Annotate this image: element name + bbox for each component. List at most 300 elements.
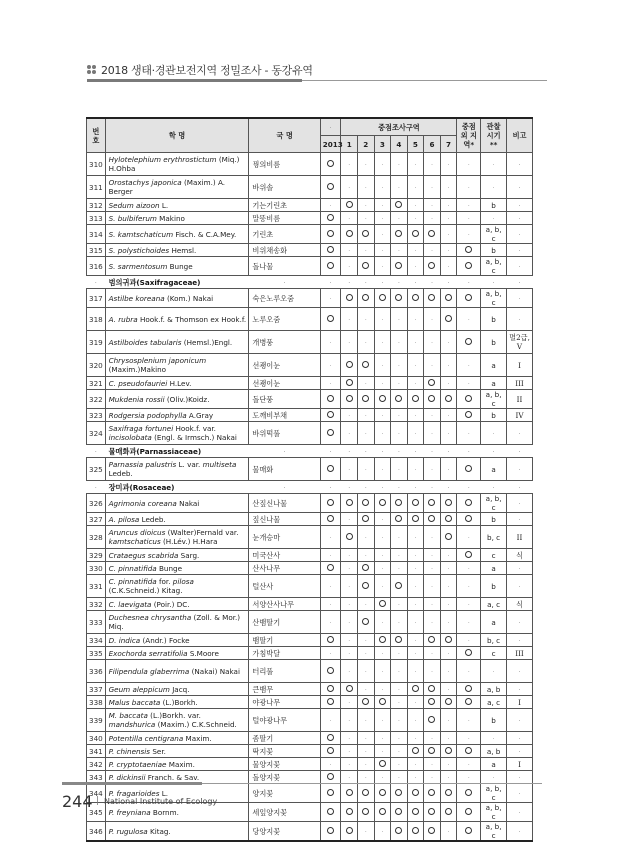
col-zone-3: 3 — [374, 136, 391, 153]
circle-icon — [445, 395, 452, 402]
circle-icon — [428, 716, 435, 723]
circle-icon — [327, 564, 334, 571]
presence-cell — [374, 390, 391, 409]
absence-cell: · — [341, 647, 358, 660]
observation-period: b — [481, 409, 507, 422]
presence-cell — [424, 822, 441, 842]
row-number: 332 — [87, 598, 106, 611]
absence-cell: · — [358, 660, 375, 683]
absence-cell: · — [358, 771, 375, 784]
row-number: 334 — [87, 634, 106, 647]
absence-cell: · — [457, 153, 481, 176]
absence-cell: · — [407, 153, 424, 176]
row-number: 319 — [87, 331, 106, 354]
circle-icon — [346, 533, 353, 540]
observation-period: a, b, c — [481, 784, 507, 803]
absence-cell: · — [424, 549, 441, 562]
absence-cell: · — [374, 709, 391, 732]
absence-cell: · — [407, 331, 424, 354]
circle-icon — [445, 315, 452, 322]
circle-icon — [465, 649, 472, 656]
footer-rule — [62, 782, 202, 785]
absence-cell: · — [341, 308, 358, 331]
circle-icon — [428, 685, 435, 692]
scientific-name — [105, 575, 249, 598]
empty-cell: · — [440, 481, 457, 494]
absence-cell: · — [358, 634, 375, 647]
absence-cell: · — [440, 771, 457, 784]
presence-cell — [320, 745, 341, 758]
scientific-name — [105, 709, 249, 732]
absence-cell: · — [424, 176, 441, 199]
absence-cell: · — [440, 758, 457, 771]
circle-icon — [327, 230, 334, 237]
presence-cell — [341, 225, 358, 244]
author-text: A.Gray — [186, 410, 214, 420]
four-dots-icon — [87, 65, 97, 75]
taxon-italic: Astilboides tabularis — [108, 337, 182, 347]
circle-icon — [379, 636, 386, 643]
author-text: (L.)Borkh. var. — [147, 711, 201, 720]
note: · — [507, 660, 533, 683]
presence-cell — [391, 199, 408, 212]
author-text: Maxim. — [183, 733, 212, 743]
note: · — [507, 745, 533, 758]
absence-cell: · — [374, 409, 391, 422]
korean-name: 뱀딸기 — [249, 634, 320, 647]
table-row — [87, 225, 533, 244]
circle-icon — [327, 160, 334, 167]
presence-cell — [320, 513, 341, 526]
circle-icon — [379, 760, 386, 767]
col-zone-5: 5 — [407, 136, 424, 153]
absence-cell: · — [457, 709, 481, 732]
taxon-italic: P. dickinsii — [108, 772, 146, 782]
absence-cell: · — [374, 660, 391, 683]
circle-icon — [428, 827, 435, 834]
row-number: 320 — [87, 354, 106, 377]
absence-cell: · — [320, 331, 341, 354]
korean-name: 양지꽃 — [249, 784, 320, 803]
korean-name: 꿩의비름 — [249, 153, 320, 176]
presence-cell — [391, 575, 408, 598]
korean-name: 털산사 — [249, 575, 320, 598]
presence-cell — [320, 822, 341, 842]
empty-cell: · — [87, 481, 106, 494]
observation-period: a, b, c — [481, 494, 507, 513]
absence-cell: · — [374, 647, 391, 660]
empty-cell: · — [341, 276, 358, 289]
absence-cell: · — [407, 526, 424, 549]
absence-cell: · — [424, 758, 441, 771]
empty-cell: · — [87, 445, 106, 458]
observation-period: a, b, c — [481, 803, 507, 822]
absence-cell: · — [358, 549, 375, 562]
presence-cell — [440, 308, 457, 331]
taxon-italic: Malus baccata — [108, 697, 161, 707]
circle-icon — [346, 379, 353, 386]
page-header — [87, 60, 547, 82]
presence-cell — [391, 494, 408, 513]
circle-icon — [379, 395, 386, 402]
empty-cell: · — [391, 445, 408, 458]
presence-cell — [457, 331, 481, 354]
presence-cell — [341, 526, 358, 549]
absence-cell: · — [374, 771, 391, 784]
circle-icon — [445, 747, 452, 754]
note: I — [507, 758, 533, 771]
table-row — [87, 422, 533, 445]
absence-cell: · — [440, 458, 457, 481]
scientific-name — [105, 611, 249, 634]
presence-cell — [320, 683, 341, 696]
presence-cell — [407, 494, 424, 513]
note: · — [507, 683, 533, 696]
korean-name: 서양산사나무 — [249, 598, 320, 611]
note: · — [507, 771, 533, 784]
note: · — [507, 153, 533, 176]
circle-icon — [327, 246, 334, 253]
circle-icon — [379, 499, 386, 506]
absence-cell: · — [320, 289, 341, 308]
scientific-name — [105, 696, 249, 709]
row-number: 323 — [87, 409, 106, 422]
absence-cell: · — [424, 409, 441, 422]
circle-icon — [428, 379, 435, 386]
table-row — [87, 709, 533, 732]
absence-cell: · — [374, 526, 391, 549]
col-zone-7: 7 — [440, 136, 457, 153]
table-row — [87, 409, 533, 422]
presence-cell — [358, 575, 375, 598]
absence-cell: · — [374, 575, 391, 598]
empty-cell: · — [424, 481, 441, 494]
row-number: 341 — [87, 745, 106, 758]
absence-cell: · — [440, 683, 457, 696]
col-zone-6: 6 — [424, 136, 441, 153]
circle-icon — [346, 230, 353, 237]
note: · — [507, 562, 533, 575]
absence-cell: · — [424, 422, 441, 445]
scientific-name — [105, 458, 249, 481]
circle-icon — [465, 827, 472, 834]
absence-cell: · — [407, 409, 424, 422]
presence-cell — [320, 244, 341, 257]
circle-icon — [362, 618, 369, 625]
absence-cell: · — [407, 696, 424, 709]
presence-cell — [440, 696, 457, 709]
row-number: 331 — [87, 575, 106, 598]
table-row — [87, 308, 533, 331]
circle-icon — [412, 230, 419, 237]
scientific-name — [105, 598, 249, 611]
circle-icon — [465, 499, 472, 506]
author-text: (Andr.) Focke — [140, 635, 190, 645]
presence-cell — [407, 513, 424, 526]
table-row — [87, 513, 533, 526]
presence-cell — [320, 212, 341, 225]
korean-name: 세잎양지꽃 — [249, 803, 320, 822]
observation-period: c — [481, 647, 507, 660]
absence-cell: · — [358, 409, 375, 422]
circle-icon — [327, 827, 334, 834]
circle-icon — [362, 582, 369, 589]
circle-icon — [465, 515, 472, 522]
empty-cell: · — [457, 276, 481, 289]
taxon-italic: Aruncus dioicus — [108, 528, 166, 537]
absence-cell: · — [440, 257, 457, 276]
absence-cell: · — [457, 176, 481, 199]
korean-name: 산사나무 — [249, 562, 320, 575]
row-number: 315 — [87, 244, 106, 257]
absence-cell: · — [374, 331, 391, 354]
absence-cell: · — [391, 354, 408, 377]
absence-cell: · — [407, 199, 424, 212]
taxon-italic: Crataegus scabrida — [108, 550, 179, 560]
absence-cell: · — [341, 458, 358, 481]
scientific-name — [105, 244, 249, 257]
circle-icon — [362, 262, 369, 269]
author-text: (Maxim.) A. Berger — [108, 178, 226, 196]
absence-cell: · — [341, 409, 358, 422]
author-text: H.Lev. — [167, 378, 192, 388]
note: 식 — [507, 549, 533, 562]
scientific-name — [105, 732, 249, 745]
observation-period: b — [481, 331, 507, 354]
scientific-name — [105, 176, 249, 199]
author-text: S.Moore — [187, 648, 219, 658]
absence-cell: · — [358, 598, 375, 611]
absence-cell: · — [320, 598, 341, 611]
table-row — [87, 822, 533, 842]
scientific-name — [105, 409, 249, 422]
korean-name: 도깨비부채 — [249, 409, 320, 422]
table-row — [87, 212, 533, 225]
circle-icon — [465, 551, 472, 558]
taxon-italic: A. pilosa — [108, 514, 140, 524]
empty-cell: · — [320, 276, 341, 289]
presence-cell — [407, 822, 424, 842]
absence-cell: · — [424, 660, 441, 683]
empty-cell: · — [358, 445, 375, 458]
absence-cell: · — [358, 709, 375, 732]
absence-cell: · — [457, 611, 481, 634]
absence-cell: · — [440, 611, 457, 634]
table-row — [87, 390, 533, 409]
absence-cell: · — [457, 377, 481, 390]
absence-cell: · — [358, 422, 375, 445]
author-text: (Walter)Fernald var. — [165, 528, 239, 537]
absence-cell: · — [341, 696, 358, 709]
author-text: Bornm. — [150, 807, 179, 817]
empty-cell: · — [341, 481, 358, 494]
absence-cell: · — [424, 458, 441, 481]
absence-cell: · — [457, 758, 481, 771]
presence-cell — [341, 822, 358, 842]
note: III — [507, 377, 533, 390]
circle-icon — [412, 515, 419, 522]
korean-name: 돌나물 — [249, 257, 320, 276]
korean-name: 산짚신나물 — [249, 494, 320, 513]
note: · — [507, 422, 533, 445]
circle-icon — [428, 636, 435, 643]
presence-cell — [320, 562, 341, 575]
absence-cell: · — [457, 526, 481, 549]
circle-icon — [327, 214, 334, 221]
observation-period: b, c — [481, 526, 507, 549]
absence-cell: · — [341, 611, 358, 634]
absence-cell: · — [424, 526, 441, 549]
absence-cell: · — [424, 771, 441, 784]
absence-cell: · — [407, 709, 424, 732]
korean-name: 큰뱀무 — [249, 683, 320, 696]
note: · — [507, 212, 533, 225]
circle-icon — [362, 499, 369, 506]
korean-name: 선괭이눈 — [249, 354, 320, 377]
table-body — [87, 153, 533, 842]
empty-cell: · — [407, 445, 424, 458]
taxon-italic: S. sarmentosum — [108, 261, 168, 271]
observation-period: b — [481, 513, 507, 526]
presence-cell — [341, 354, 358, 377]
presence-cell — [424, 494, 441, 513]
absence-cell: · — [341, 575, 358, 598]
absence-cell: · — [391, 244, 408, 257]
presence-cell — [424, 225, 441, 244]
absence-cell: · — [440, 199, 457, 212]
note: · — [507, 458, 533, 481]
circle-icon — [327, 515, 334, 522]
presence-cell — [424, 377, 441, 390]
korean-name: 딱지꽃 — [249, 745, 320, 758]
presence-cell — [440, 526, 457, 549]
absence-cell: · — [358, 308, 375, 331]
row-number: 312 — [87, 199, 106, 212]
observation-period: c — [481, 549, 507, 562]
presence-cell — [374, 289, 391, 308]
absence-cell: · — [440, 176, 457, 199]
presence-cell — [374, 494, 391, 513]
circle-icon — [428, 747, 435, 754]
empty-cell: · — [457, 481, 481, 494]
author-text: (Nakai) Nakai — [189, 666, 240, 676]
observation-period: b — [481, 199, 507, 212]
absence-cell: · — [374, 549, 391, 562]
korean-name: 미국산사 — [249, 549, 320, 562]
presence-cell — [341, 289, 358, 308]
circle-icon — [346, 499, 353, 506]
circle-icon — [346, 395, 353, 402]
korean-name: 선괭이눈 — [249, 377, 320, 390]
absence-cell: · — [457, 225, 481, 244]
absence-cell: · — [374, 199, 391, 212]
absence-cell: · — [440, 549, 457, 562]
table-row — [87, 575, 533, 598]
row-number: 325 — [87, 458, 106, 481]
presence-cell — [457, 458, 481, 481]
author-text: Bunge — [167, 261, 193, 271]
presence-cell — [457, 257, 481, 276]
circle-icon — [465, 294, 472, 301]
absence-cell: · — [391, 331, 408, 354]
circle-icon — [327, 698, 334, 705]
table-row — [87, 458, 533, 481]
scientific-name — [105, 308, 249, 331]
note: III — [507, 647, 533, 660]
presence-cell — [424, 390, 441, 409]
absence-cell: · — [391, 377, 408, 390]
presence-cell — [320, 257, 341, 276]
absence-cell: · — [424, 611, 441, 634]
taxon-italic: Exochorda serratifolia — [108, 648, 188, 658]
absence-cell: · — [320, 758, 341, 771]
absence-cell: · — [358, 647, 375, 660]
absence-cell: · — [407, 660, 424, 683]
circle-icon — [327, 395, 334, 402]
absence-cell: · — [391, 458, 408, 481]
scientific-name — [105, 562, 249, 575]
col-year-2013: 2013 — [320, 136, 341, 153]
taxon-italic: Agrimonia coreana — [108, 498, 177, 508]
absence-cell: · — [407, 647, 424, 660]
empty-cell: · — [358, 481, 375, 494]
absence-cell: · — [341, 549, 358, 562]
circle-icon — [395, 582, 402, 589]
circle-icon — [346, 361, 353, 368]
absence-cell: · — [407, 257, 424, 276]
circle-icon — [428, 395, 435, 402]
author-text: Kitag. — [147, 826, 171, 836]
observation-period: a — [481, 611, 507, 634]
col-observation-period: 관찰 시기** — [481, 118, 507, 153]
empty-cell: · — [87, 276, 106, 289]
observation-period: a, b, c — [481, 289, 507, 308]
circle-icon — [395, 636, 402, 643]
empty-cell: · — [391, 481, 408, 494]
korean-name: 물매화 — [249, 458, 320, 481]
presence-cell — [358, 289, 375, 308]
footer-separator: | — [96, 796, 100, 806]
presence-cell — [407, 225, 424, 244]
scientific-name — [105, 212, 249, 225]
absence-cell: · — [424, 331, 441, 354]
note: · — [507, 244, 533, 257]
circle-icon — [346, 201, 353, 208]
absence-cell: · — [391, 647, 408, 660]
circle-icon — [327, 262, 334, 269]
author-text: (H.Lév.) H.Hara — [160, 537, 218, 546]
absence-cell: · — [407, 562, 424, 575]
observation-period: a — [481, 354, 507, 377]
author-text: (C.K.Schneid.) Kitag. — [108, 586, 183, 595]
empty-cell: · — [481, 481, 507, 494]
absence-cell: · — [407, 422, 424, 445]
col-note: 비고 — [507, 118, 533, 153]
table-row — [87, 153, 533, 176]
presence-cell — [320, 225, 341, 244]
absence-cell: · — [424, 575, 441, 598]
absence-cell: · — [440, 422, 457, 445]
scientific-name — [105, 354, 249, 377]
taxon-italic: Sedum aizoon — [108, 200, 160, 210]
presence-cell — [374, 696, 391, 709]
presence-cell — [320, 660, 341, 683]
circle-icon — [362, 698, 369, 705]
circle-icon — [395, 395, 402, 402]
observation-period: a, b — [481, 745, 507, 758]
author-text: Hook.f. & Thomson ex Hook.f. — [137, 314, 247, 324]
table-row — [87, 377, 533, 390]
